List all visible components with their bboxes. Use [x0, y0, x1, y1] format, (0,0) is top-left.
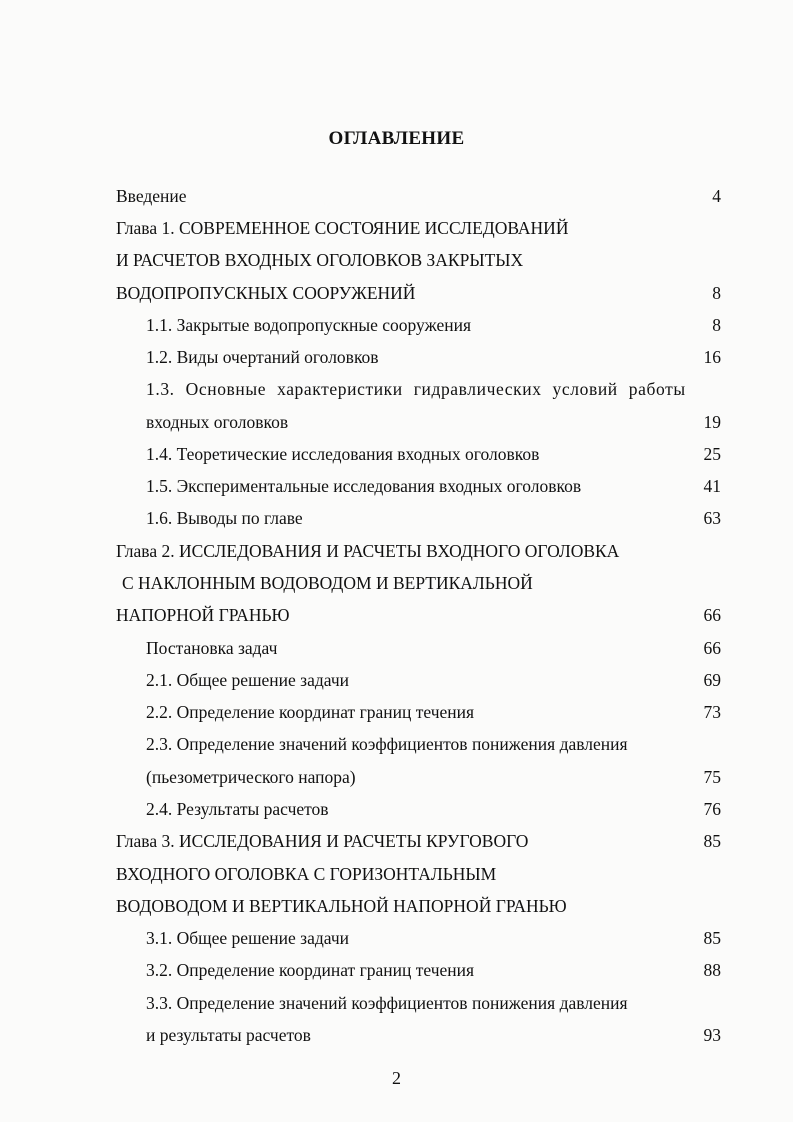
toc-entry-text: 1.1. Закрытые водопропускные сооружения — [146, 315, 471, 335]
toc-entry-page: 66 — [703, 605, 721, 625]
toc-entry-text: ВХОДНОГО ОГОЛОВКА С ГОРИЗОНТАЛЬНЫМ — [116, 864, 497, 884]
toc-entry-text: и результаты расчетов — [146, 1025, 311, 1045]
toc-entry-text: 1.5. Экспериментальные исследования входных оголовков — [146, 476, 582, 496]
toc-entry-text: Глава 2. ИССЛЕДОВАНИЯ И РАСЧЕТЫ ВХОДНОГО ОГОЛОВКА — [116, 541, 620, 561]
toc-entry-text: Постановка задач — [146, 638, 278, 658]
toc-entry-text: С НАКЛОННЫМ ВОДОВОДОМ И ВЕРТИКАЛЬНОЙ — [122, 573, 533, 593]
toc-entry-text: 3.3. Определение значений коэффициентов понижения давления — [146, 993, 628, 1013]
toc-entry-page: 19 — [703, 412, 721, 432]
toc-entry-page: 41 — [703, 476, 721, 496]
toc-entry-text: Введение — [116, 186, 187, 206]
toc-entry-page: 66 — [703, 638, 721, 658]
toc-entry-page: 8 — [712, 283, 721, 303]
page-title: ОГЛАВЛЕНИЕ — [328, 128, 465, 149]
toc-entry-text: 1.3. Основные характеристики гидравлических условий работы — [146, 379, 686, 399]
toc-entry-page: 73 — [703, 702, 721, 722]
toc-entry-text: 2.1. Общее решение задачи — [146, 670, 350, 690]
toc-entry-text: Глава 3. ИССЛЕДОВАНИЯ И РАСЧЕТЫ КРУГОВОГО — [116, 831, 529, 851]
toc-entry-page: 69 — [703, 670, 721, 690]
toc-entry-page: 85 — [703, 831, 721, 851]
toc-entry-page: 85 — [703, 928, 721, 948]
toc-entry-page: 88 — [703, 960, 721, 980]
toc-entry-page: 8 — [712, 315, 721, 335]
toc-entry-text: 1.4. Теоретические исследования входных оголовков — [146, 444, 540, 464]
toc-entry-page: 76 — [703, 799, 721, 819]
toc-entry-page: 4 — [712, 186, 721, 206]
toc-entry-text: 2.2. Определение координат границ течения — [146, 702, 475, 722]
toc-entry-text: 2.3. Определение значений коэффициентов понижения давления — [146, 734, 628, 754]
toc-entry-text: 3.2. Определение координат границ течения — [146, 960, 475, 980]
toc-entry-text: 1.6. Выводы по главе — [146, 508, 303, 528]
toc-entry-text: И РАСЧЕТОВ ВХОДНЫХ ОГОЛОВКОВ ЗАКРЫТЫХ — [116, 250, 524, 270]
toc-entry-page: 75 — [703, 767, 721, 787]
toc-entry-text: 1.2. Виды очертаний оголовков — [146, 347, 379, 367]
toc-entry-text: Глава 1. СОВРЕМЕННОЕ СОСТОЯНИЕ ИССЛЕДОВАНИЙ — [116, 218, 569, 238]
toc-entry-page: 63 — [703, 508, 721, 528]
toc-entry-page: 93 — [703, 1025, 721, 1045]
toc-entry-text: входных оголовков — [146, 412, 289, 432]
toc-entry-page: 16 — [703, 347, 721, 367]
toc-entry-text: 2.4. Результаты расчетов — [146, 799, 329, 819]
toc-entry-text: ВОДОВОДОМ И ВЕРТИКАЛЬНОЙ НАПОРНОЙ ГРАНЬЮ — [116, 896, 567, 916]
toc-entry-text: (пьезометрического напора) — [146, 767, 356, 787]
page-number: 2 — [392, 1068, 401, 1088]
toc-entry-text: 3.1. Общее решение задачи — [146, 928, 350, 948]
toc-entry-page: 25 — [703, 444, 721, 464]
toc-entry-text: ВОДОПРОПУСКНЫХ СООРУЖЕНИЙ — [116, 283, 416, 303]
toc-entry-text: НАПОРНОЙ ГРАНЬЮ — [116, 605, 290, 625]
